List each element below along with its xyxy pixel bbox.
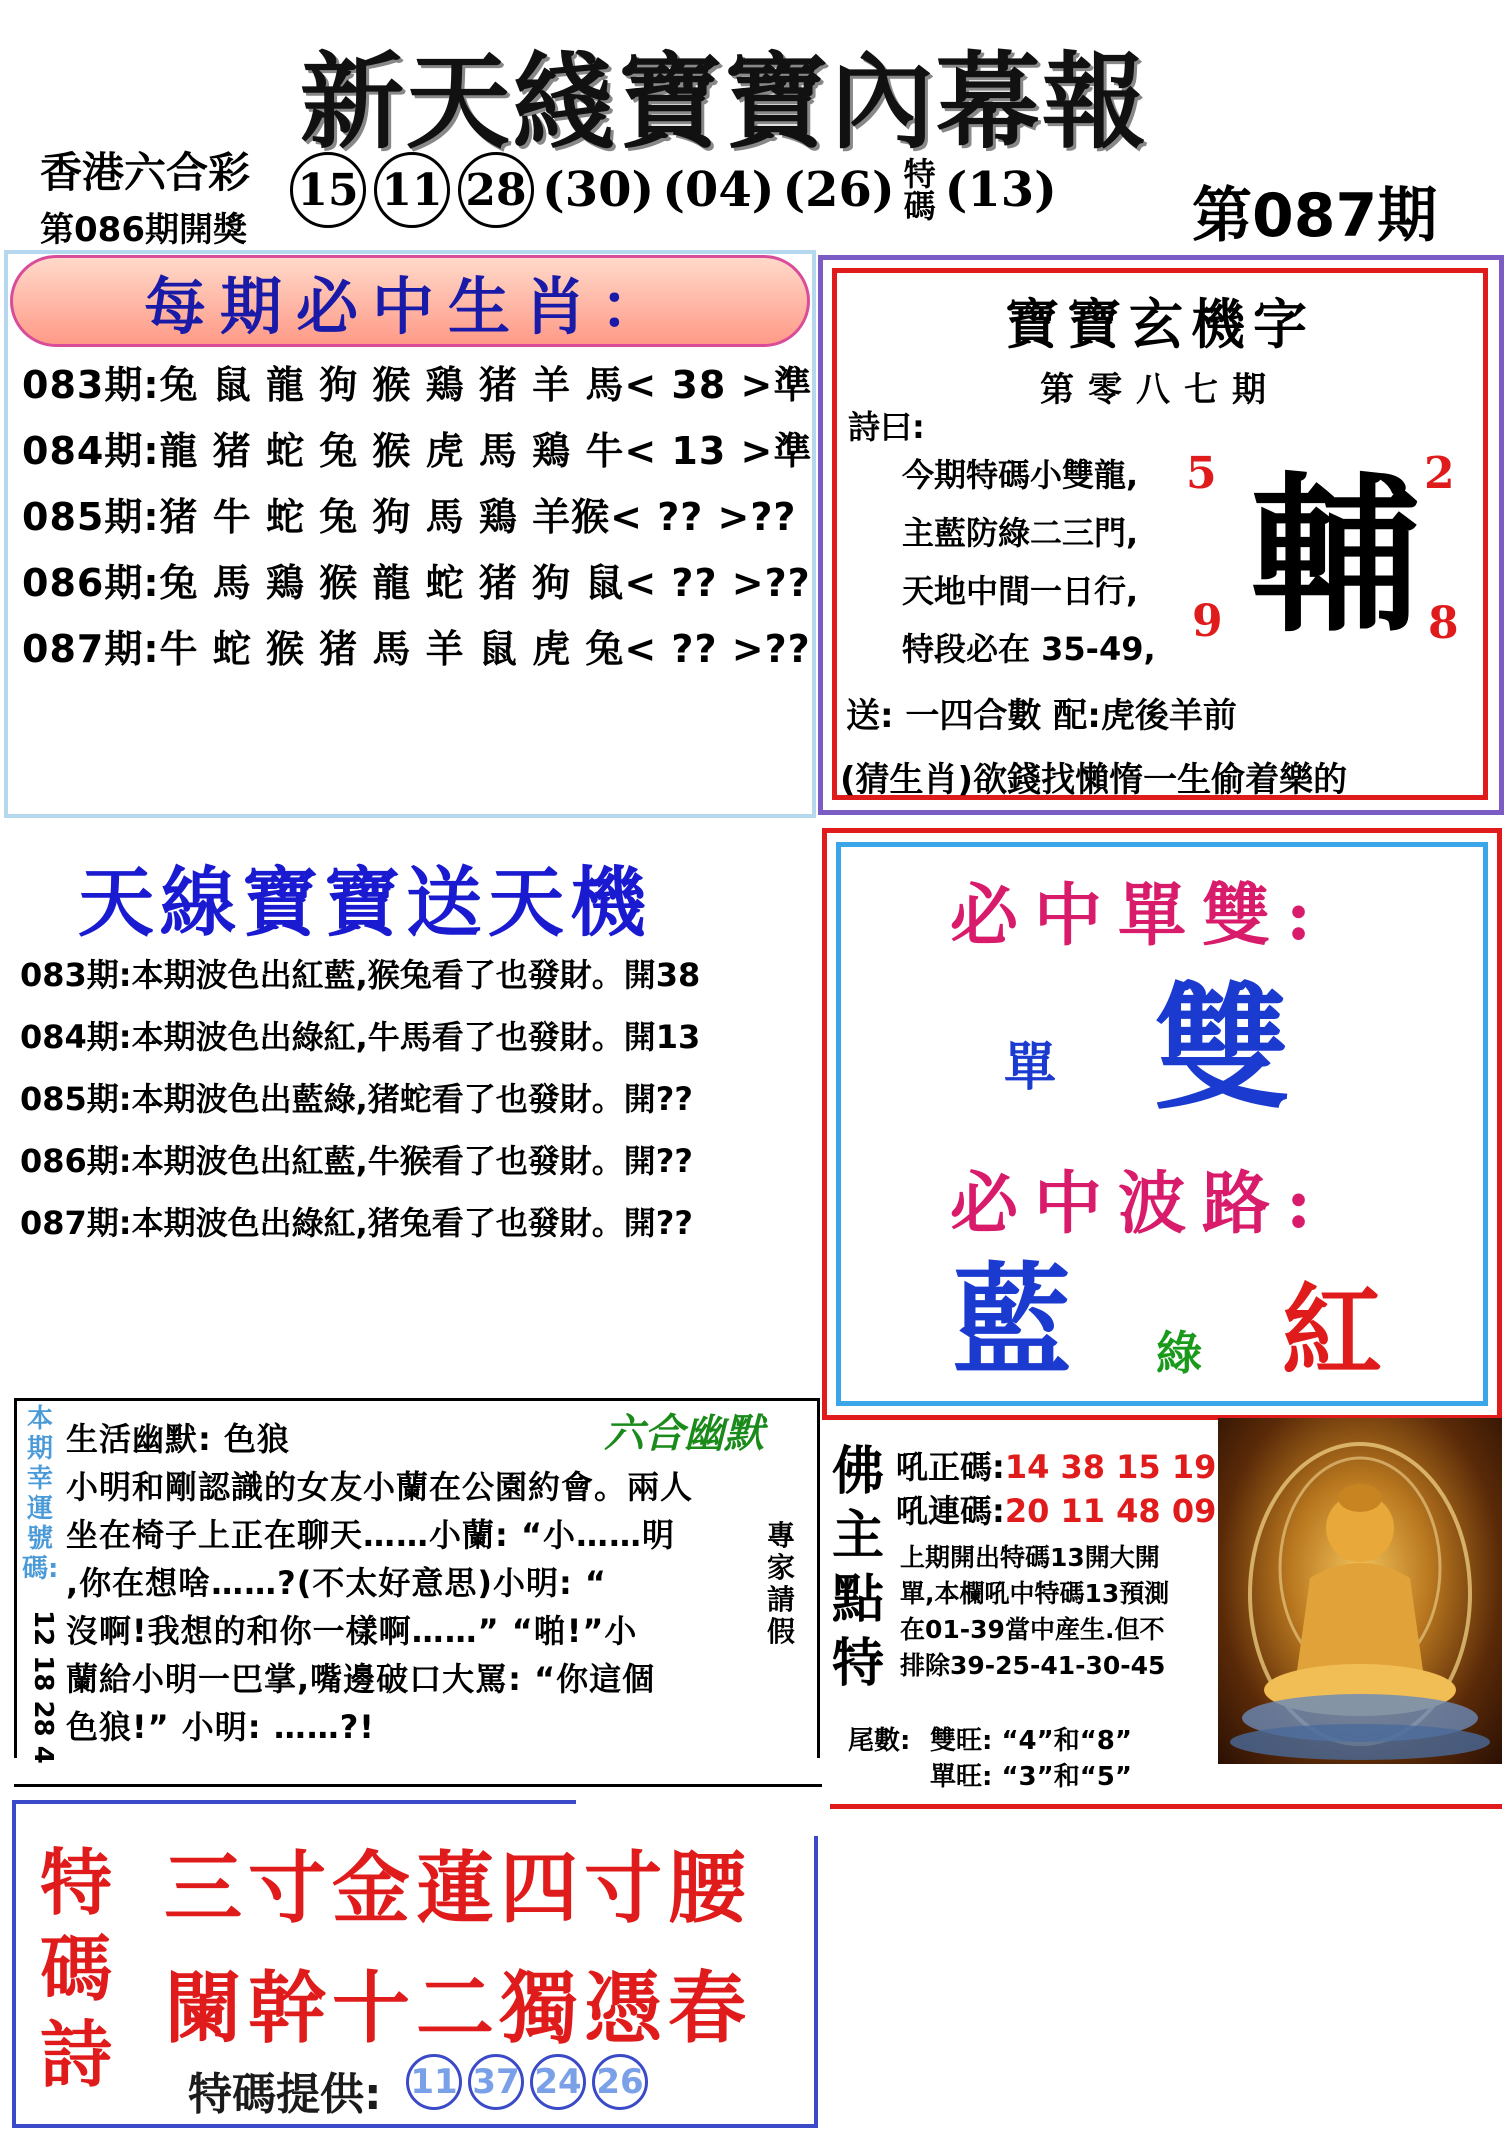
heaven-row: 086期:本期波色出紅藍,牛猴看了也發財。開?? [20, 1142, 693, 1180]
buddha-vertical-label: 佛主點特 [831, 1441, 884, 1694]
divider [14, 1784, 822, 1787]
roar-link-label: 吼連碼: [896, 1492, 1005, 1530]
roar-main-row [896, 1442, 1216, 1488]
humor-line: 生活幽默: 色狼 [66, 1420, 290, 1458]
heaven-heading: 天線寶寶送天機 [78, 858, 652, 947]
wave-red: 紅 [1282, 1273, 1382, 1390]
odd-even-heading: 必中單雙: [950, 876, 1328, 956]
machine-subtitle: 第零八七期 [1040, 370, 1280, 410]
roar-link-numbers: 20 11 48 09 [1004, 1492, 1217, 1530]
zodiac-row: 084期:龍 猪 蛇 兔 猴 虎 馬 鶏 牛< 13 >準 [22, 429, 813, 473]
machine-title: 寶寶玄機字 [1005, 292, 1315, 356]
wave-blue: 藍 [952, 1252, 1072, 1391]
heaven-row: 084期:本期波色出綠紅,牛馬看了也發財。開13 [20, 1018, 701, 1056]
buddha-image [1218, 1418, 1502, 1764]
provide-numbers [406, 2054, 648, 2110]
poem-border [12, 1800, 16, 2128]
wave-heading: 必中波路: [950, 1164, 1328, 1244]
roar-link-row [896, 1486, 1216, 1532]
tail-label: 尾數: [848, 1726, 911, 1756]
guess-line: (猜生肖)欲錢找懶惰一生偷着樂的 [840, 760, 1348, 800]
buddha-note: 在01-39當中産生.但不 [900, 1615, 1165, 1644]
zodiac-row: 086期:兔 馬 鶏 猴 龍 蛇 猪 狗 鼠< ?? >?? [22, 561, 811, 605]
result-numbers [290, 150, 1057, 230]
lucky-label: 本期幸運號碼: [22, 1404, 59, 1584]
machine-poem-line: 今期特碼小雙龍, [902, 456, 1139, 494]
tail-double: 雙旺: “4”和“8” [930, 1726, 1132, 1756]
result-number: (30) [542, 162, 655, 218]
zodiac-heading: 每期必中生肖： [143, 269, 676, 343]
wave-green: 綠 [1156, 1326, 1202, 1380]
lucky-numbers: 12 18 28 4 [28, 1610, 58, 1764]
poem-line: 闌幹十二獨憑春 [164, 1963, 753, 2054]
poem-border [12, 1800, 576, 1804]
draw-label: 第086期開獎 [40, 210, 247, 250]
humor-tag: 六合幽默 [604, 1411, 764, 1457]
provide-ball: 26 [592, 2054, 648, 2110]
zodiac-row: 085期:猪 牛 蛇 兔 狗 馬 鶏 羊猴< ?? >?? [22, 495, 797, 539]
machine-big-char: 輔 [1250, 458, 1421, 656]
humor-line: 坐在椅子上正在聊天……小蘭: “小……明 [66, 1516, 675, 1554]
humor-line: 沒啊!我想的和你一樣啊……” “啪!”小 [66, 1612, 638, 1650]
buddha-note: 單,本欄吼中特碼13預測 [900, 1579, 1170, 1608]
heaven-row: 085期:本期波色出藍綠,猪蛇看了也發財。開?? [20, 1080, 693, 1118]
result-ball: 11 [374, 152, 450, 228]
provide-ball: 11 [406, 2054, 462, 2110]
corner-number: 5 [1186, 448, 1217, 499]
odd-char: 單 [1004, 1038, 1057, 1098]
poem-label: 詩曰: [848, 408, 925, 446]
poem-vertical-label: 特碼詩 [39, 1840, 112, 2097]
roar-main-numbers: 14 38 15 19 [1004, 1448, 1217, 1486]
tail-single: 單旺: “3”和“5” [930, 1762, 1132, 1792]
poem-border [814, 1836, 818, 2126]
result-ball: 28 [458, 152, 534, 228]
expert-note: 專家請假 [766, 1519, 795, 1648]
roar-main-label: 吼正碼: [896, 1448, 1005, 1486]
corner-number: 8 [1428, 598, 1459, 649]
poem-line: 三寸金蓮四寸腰 [164, 1843, 753, 1934]
zodiac-row: 083期:兔 鼠 龍 狗 猴 鶏 猪 羊 馬< 38 >準 [22, 363, 813, 407]
poem-border [12, 2124, 818, 2128]
send-line: 送: 一四合數 配:虎後羊前 [846, 696, 1237, 736]
provide-ball: 37 [468, 2054, 524, 2110]
divider [830, 1804, 1502, 1809]
humor-line: ,你在想啥……?(不太好意思)小明: “ [66, 1564, 607, 1602]
zodiac-banner [10, 255, 810, 347]
lottery-name: 香港六合彩 [40, 148, 251, 197]
issue-label: 第087期 [1192, 181, 1438, 251]
zodiac-row: 087期:牛 蛇 猴 猪 馬 羊 鼠 虎 兔< ?? >?? [22, 627, 811, 671]
corner-number: 2 [1424, 448, 1455, 499]
buddha-note: 排除39-25-41-30-45 [900, 1651, 1166, 1680]
buddha-note: 上期開出特碼13開大開 [900, 1543, 1160, 1572]
provide-label: 特碼提供: [188, 2069, 382, 2120]
humor-line: 色狼!” 小明: ……?! [66, 1708, 375, 1746]
even-char: 雙 [1154, 971, 1290, 1129]
result-ball: 15 [290, 152, 366, 228]
corner-number: 9 [1192, 596, 1223, 647]
result-number: (26) [782, 162, 895, 218]
machine-poem-line: 主藍防綠二三門, [902, 514, 1139, 552]
result-number: (04) [662, 162, 775, 218]
heaven-row: 087期:本期波色出綠紅,猪兔看了也發財。開?? [20, 1204, 693, 1242]
heaven-row: 083期:本期波色出紅藍,猴兔看了也發財。開38 [20, 956, 701, 994]
special-mark: 特碼 [903, 155, 936, 225]
machine-poem-line: 特段必在 35-49, [902, 630, 1156, 668]
buddha-statue-icon [1218, 1418, 1502, 1764]
machine-poem-line: 天地中間一日行, [902, 572, 1139, 610]
special-number: (13) [944, 162, 1057, 218]
page-title: 新天綫寶寶內幕報 [300, 41, 1149, 163]
provide-ball: 24 [530, 2054, 586, 2110]
humor-line: 小明和剛認識的女友小蘭在公園約會。兩人 [66, 1468, 694, 1506]
humor-line: 蘭給小明一巴掌,嘴邊破口大罵: “你這個 [66, 1660, 656, 1698]
